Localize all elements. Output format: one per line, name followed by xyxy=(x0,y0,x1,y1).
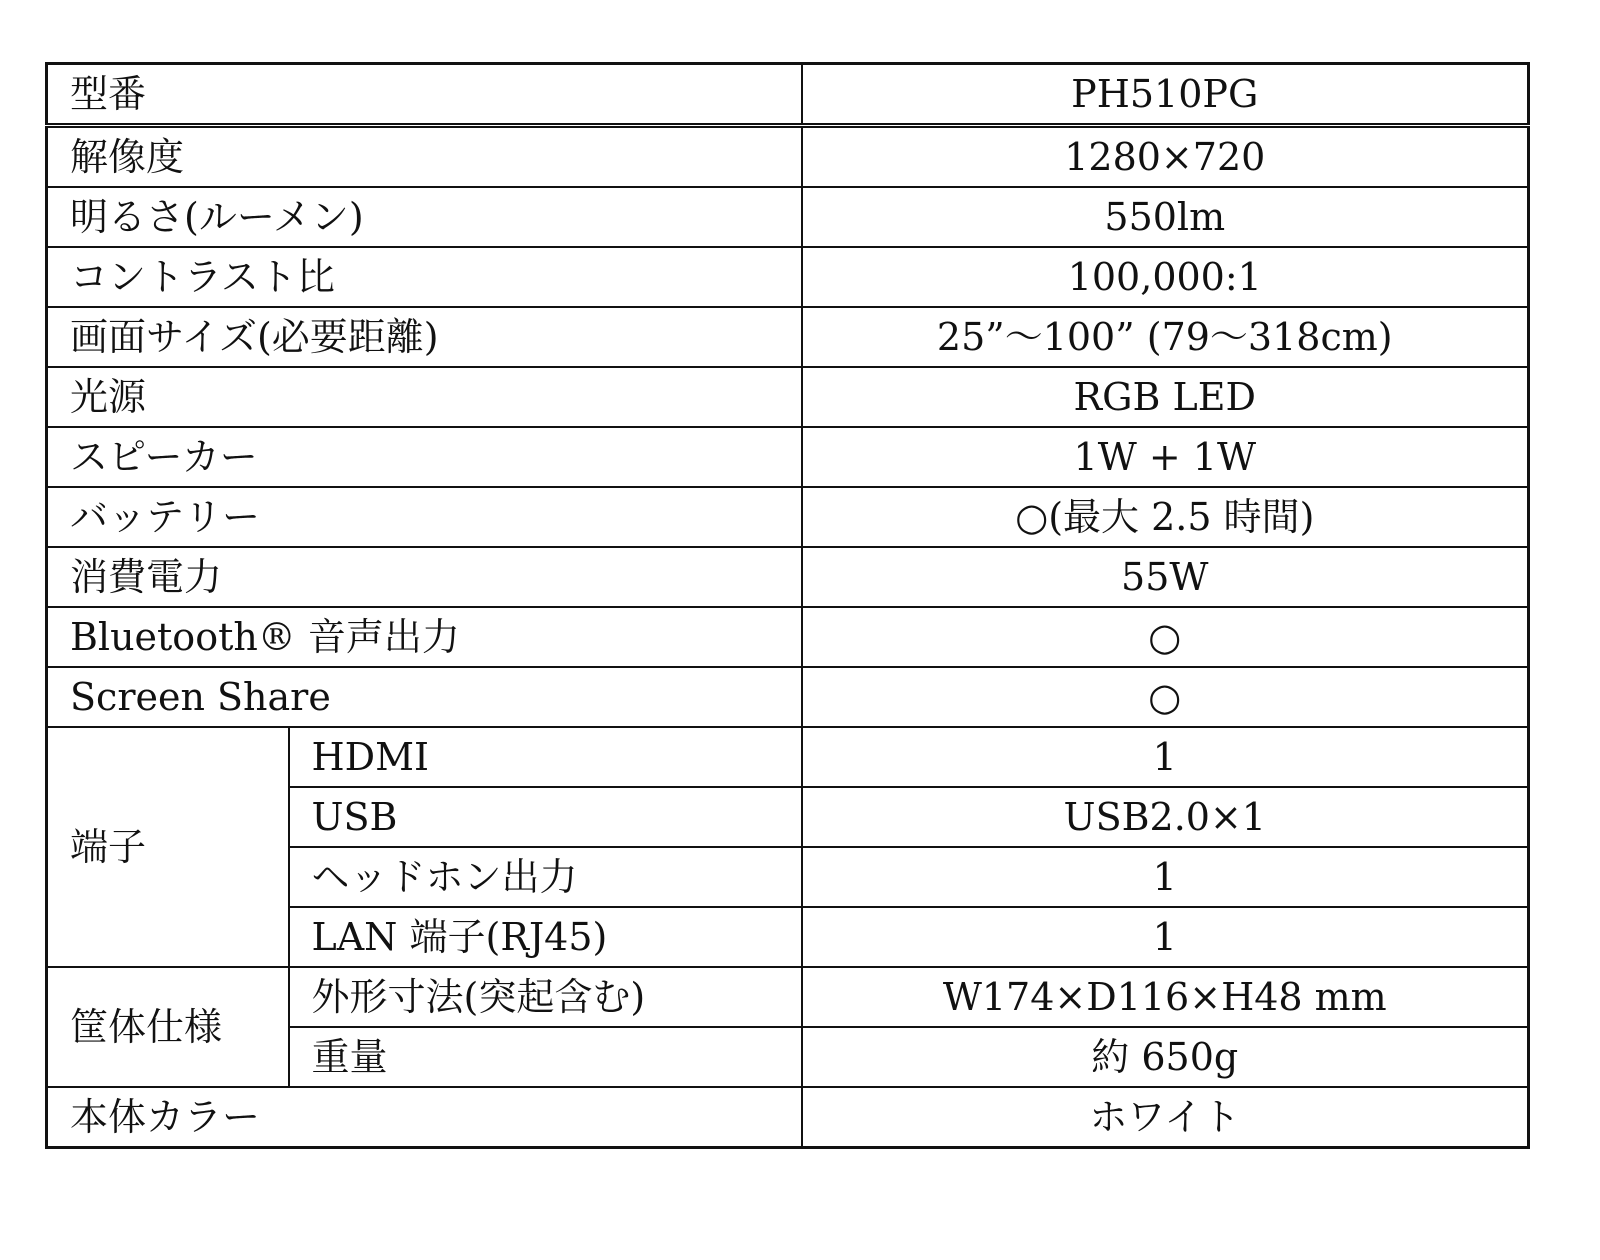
table-row xyxy=(47,187,1529,247)
row-value-light-source: RGB LED xyxy=(802,367,1529,427)
row-label-light-source: 光源 xyxy=(47,367,802,427)
body-color-label: 本体カラー xyxy=(47,1087,802,1148)
row-label-contrast: コントラスト比 xyxy=(47,247,802,307)
table-row xyxy=(47,307,1529,367)
terminal-label-usb: USB xyxy=(289,787,802,847)
terminal-label-headphone: ヘッドホン出力 xyxy=(289,847,802,907)
row-value-screen-share: ○ xyxy=(802,667,1529,727)
housing-value-weight: 約 650g xyxy=(802,1027,1529,1087)
row-label-screen-size: 画面サイズ(必要距離) xyxy=(47,307,802,367)
terminal-label-lan: LAN 端子(RJ45) xyxy=(289,907,802,967)
row-label-speaker: スピーカー xyxy=(47,427,802,487)
row-label-brightness: 明るさ(ルーメン) xyxy=(47,187,802,247)
housing-value-dimensions: W174×D116×H48 mm xyxy=(802,967,1529,1027)
row-value-power: 55W xyxy=(802,547,1529,607)
terminal-label-hdmi: HDMI xyxy=(289,727,802,787)
body-color-value: ホワイト xyxy=(802,1087,1529,1148)
table-row xyxy=(47,367,1529,427)
table-row xyxy=(47,487,1529,547)
terminal-value-usb: USB2.0×1 xyxy=(802,787,1529,847)
row-value-resolution: 1280×720 xyxy=(802,126,1529,188)
row-label-battery: バッテリー xyxy=(47,487,802,547)
row-value-speaker: 1W + 1W xyxy=(802,427,1529,487)
row-label-bluetooth: Bluetooth® 音声出力 xyxy=(47,607,802,667)
terminal-value-hdmi: 1 xyxy=(802,727,1529,787)
table-row xyxy=(47,427,1529,487)
spec-table xyxy=(45,62,1530,1149)
terminal-value-lan: 1 xyxy=(802,907,1529,967)
table-row xyxy=(47,1087,1529,1148)
table-row xyxy=(47,667,1529,727)
row-value-battery: ○(最大 2.5 時間) xyxy=(802,487,1529,547)
table-row-model xyxy=(47,64,1529,126)
housing-group-label: 筐体仕様 xyxy=(47,967,289,1087)
row-value-screen-size: 25”～100” (79～318cm) xyxy=(802,307,1529,367)
table-row xyxy=(47,727,1529,787)
row-label-power: 消費電力 xyxy=(47,547,802,607)
row-label-screen-share: Screen Share xyxy=(47,667,802,727)
model-label: 型番 xyxy=(47,64,802,126)
housing-label-dimensions: 外形寸法(突起含む) xyxy=(289,967,802,1027)
row-value-contrast: 100,000:1 xyxy=(802,247,1529,307)
terminals-group-label: 端子 xyxy=(47,727,289,967)
row-value-brightness: 550lm xyxy=(802,187,1529,247)
table-row xyxy=(47,607,1529,667)
table-row xyxy=(47,967,1529,1027)
table-row xyxy=(47,547,1529,607)
row-value-bluetooth: ○ xyxy=(802,607,1529,667)
terminal-value-headphone: 1 xyxy=(802,847,1529,907)
table-row xyxy=(47,126,1529,188)
table-row xyxy=(47,247,1529,307)
row-label-resolution: 解像度 xyxy=(47,126,802,188)
model-value: PH510PG xyxy=(802,64,1529,126)
housing-label-weight: 重量 xyxy=(289,1027,802,1087)
